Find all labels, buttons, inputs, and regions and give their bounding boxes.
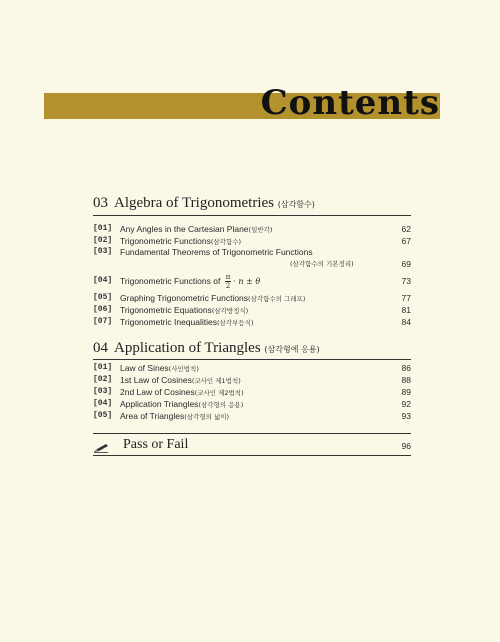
entry-page: 67 bbox=[401, 236, 411, 246]
entry-title-korean: (일반각) bbox=[248, 226, 273, 234]
entry-title: Graphing Trigonometric Functions bbox=[120, 293, 249, 303]
entry-number: [06] bbox=[93, 305, 113, 314]
toc-entry[interactable] bbox=[93, 223, 411, 235]
entry-page: 89 bbox=[401, 387, 411, 397]
toc-entry[interactable] bbox=[93, 316, 411, 328]
entry-number: [01] bbox=[93, 224, 113, 233]
section-rule bbox=[93, 215, 411, 216]
entry-title-korean: (삼각형의 넓이) bbox=[184, 413, 230, 421]
entry-title-korean: (삼각함수) bbox=[210, 238, 242, 246]
entry-number: [07] bbox=[93, 317, 113, 326]
contents-title: Contents bbox=[260, 83, 440, 123]
entry-page: 69 bbox=[401, 259, 411, 269]
entry-title-korean: (코사인 제2법칙) bbox=[194, 389, 244, 397]
section-title-korean: (삼각형에 응용) bbox=[264, 345, 320, 354]
section-title-korean: (삼각함수) bbox=[277, 200, 315, 209]
entry-number: [04] bbox=[93, 276, 113, 285]
section-title: Application of Triangles bbox=[114, 340, 261, 356]
entry-page: 88 bbox=[401, 375, 411, 385]
entry-page: 77 bbox=[401, 293, 411, 303]
entry-page: 93 bbox=[401, 411, 411, 421]
entry-number: [03] bbox=[93, 247, 113, 256]
section-03-heading bbox=[93, 195, 413, 212]
entry-page: 81 bbox=[401, 305, 411, 315]
entry-title-group bbox=[120, 410, 229, 423]
entry-title-korean: (삼각함수의 그래프) bbox=[248, 295, 306, 303]
section-rule bbox=[93, 433, 411, 434]
entry-title: Trigonometric Equations bbox=[120, 305, 212, 315]
entry-title-group bbox=[120, 272, 260, 291]
entry-title: 2nd Law of Cosines bbox=[120, 387, 195, 397]
entry-title: Fundamental Theorems of Trigonometric Functions bbox=[120, 247, 313, 257]
entry-title: Law of Sines bbox=[120, 363, 169, 373]
section-number: 03 bbox=[93, 195, 108, 211]
entry-title-korean: (삼각형의 응용) bbox=[198, 401, 244, 409]
toc-entry[interactable] bbox=[93, 374, 411, 386]
entry-number: [03] bbox=[93, 387, 113, 396]
entry-title-korean: (사인법칙) bbox=[168, 365, 199, 373]
expression-rest: · n ± θ bbox=[233, 277, 261, 286]
entry-page: 96 bbox=[401, 441, 411, 451]
entry-number: [02] bbox=[93, 375, 113, 384]
section-rule bbox=[93, 359, 411, 360]
entry-page: 73 bbox=[401, 276, 411, 286]
toc-entry[interactable] bbox=[93, 362, 411, 374]
entry-number: [04] bbox=[93, 399, 113, 408]
entry-title: Trigonometric Functions bbox=[120, 236, 211, 246]
toc-entry[interactable] bbox=[93, 246, 411, 258]
entry-title-korean: (코사인 제1법칙) bbox=[191, 377, 241, 385]
entry-title: 1st Law of Cosines bbox=[120, 375, 192, 385]
entry-title: Any Angles in the Cartesian Plane bbox=[120, 224, 249, 234]
entry-title: Trigonometric Functions of bbox=[120, 276, 221, 286]
entry-page: 86 bbox=[401, 363, 411, 373]
toc-entry[interactable] bbox=[93, 410, 411, 422]
toc-entry[interactable] bbox=[93, 292, 411, 304]
entry-page: 92 bbox=[401, 399, 411, 409]
toc-entry[interactable] bbox=[93, 272, 411, 290]
toc-entry-continuation bbox=[120, 258, 411, 270]
section-04-heading bbox=[93, 340, 413, 357]
entry-title: Application Triangles bbox=[120, 399, 199, 409]
toc-entry[interactable] bbox=[93, 304, 411, 316]
entry-title-korean: (삼각방정식) bbox=[211, 307, 249, 315]
fraction-expression bbox=[225, 273, 232, 290]
entry-title-korean: (삼각함수의 기본정리) bbox=[290, 260, 354, 268]
section-title: Algebra of Trigonometries bbox=[114, 195, 274, 211]
entry-number: [05] bbox=[93, 293, 113, 302]
pass-or-fail-title: Pass or Fail bbox=[123, 437, 189, 452]
toc-entry[interactable] bbox=[93, 386, 411, 398]
toc-entry[interactable] bbox=[93, 398, 411, 410]
entry-number: [01] bbox=[93, 363, 113, 372]
pass-or-fail-entry[interactable] bbox=[93, 437, 411, 455]
fraction-numerator: π bbox=[225, 273, 231, 282]
entry-number: [05] bbox=[93, 411, 113, 420]
fraction-denominator: 2 bbox=[225, 282, 231, 291]
entry-title: Area of Triangles bbox=[120, 411, 185, 421]
entry-page: 62 bbox=[401, 224, 411, 234]
entry-title: Trigonometric Inequalities bbox=[120, 317, 218, 327]
entry-title-group bbox=[120, 316, 253, 329]
entry-page: 84 bbox=[401, 317, 411, 327]
section-number: 04 bbox=[93, 340, 108, 356]
section-rule bbox=[93, 455, 411, 456]
entry-title-korean: (삼각부등식) bbox=[217, 319, 254, 327]
entry-number: [02] bbox=[93, 236, 113, 245]
